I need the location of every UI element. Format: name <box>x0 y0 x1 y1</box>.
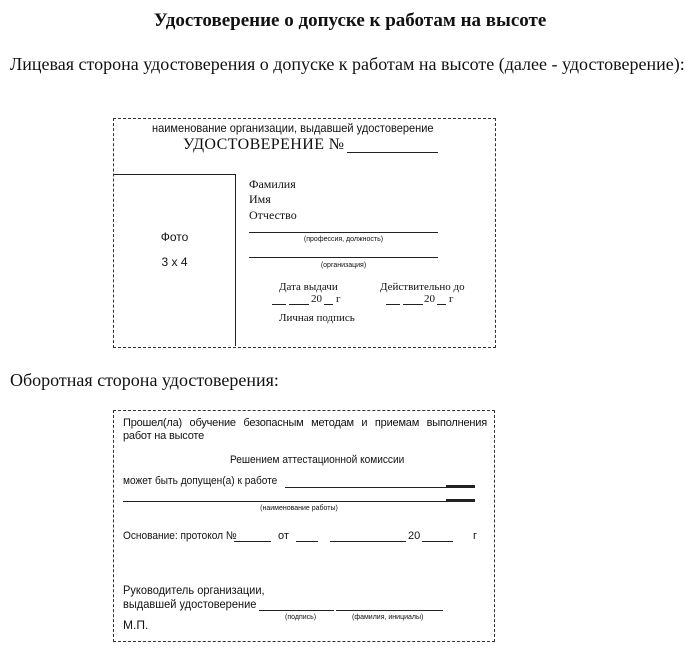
basis-label: Основание: протокол № <box>123 530 237 542</box>
certificate-heading: УДОСТОВЕРЕНИЕ № <box>183 136 345 153</box>
back-side-caption: Оборотная сторона удостоверения: <box>10 370 279 390</box>
org-name-caption: наименование организации, выдавшей удостоверение <box>152 121 434 135</box>
issue-year-line <box>324 304 333 305</box>
profession-caption: (профессия, должность) <box>303 236 384 243</box>
page-title: Удостоверение о допуске к работам на высоте <box>153 10 547 31</box>
signature-label: Личная подпись <box>279 312 355 324</box>
valid-g: г <box>449 293 454 305</box>
admitted-line <box>285 487 475 488</box>
front-intro-paragraph: Лицевая сторона удостоверения о допуске к работам на высоте (далее - удостоверение): <box>10 54 685 74</box>
commission-text: Решением аттестационной комиссии <box>230 454 405 466</box>
valid-year: 20 <box>424 293 435 305</box>
certificate-back-card <box>113 410 495 642</box>
certificate-number-line <box>347 152 438 153</box>
head-line1: Руководитель организации, <box>123 583 265 597</box>
profession-line <box>249 232 438 233</box>
valid-year-line <box>437 304 446 305</box>
name-line <box>336 610 443 611</box>
stamp-label: М.П. <box>123 618 149 632</box>
day-line <box>296 541 318 542</box>
certificate-front-card <box>113 118 496 348</box>
protocol-year: 20 <box>408 530 421 542</box>
admitted-text: может быть допущен(а) к работе <box>123 475 278 487</box>
issue-month-line <box>289 304 309 305</box>
issue-year: 20 <box>311 293 322 305</box>
photo-size: 3 х 4 <box>161 255 188 269</box>
name-caption: (фамилия, инициалы) <box>352 614 424 621</box>
organization-caption: (организация) <box>320 262 367 269</box>
work-line-end <box>446 499 475 501</box>
protocol-number-line <box>234 541 271 542</box>
surname-label: Фамилия <box>249 177 296 191</box>
issue-date-label: Дата выдачи <box>279 281 338 293</box>
year-line <box>422 541 453 542</box>
valid-month-line <box>403 304 423 305</box>
signature-line <box>259 610 334 611</box>
photo-label: Фото <box>160 230 189 244</box>
valid-day-line <box>386 304 400 305</box>
admitted-line-end <box>446 485 475 487</box>
issue-g: г <box>336 293 341 305</box>
head-line2: выдавшей удостоверение <box>123 597 257 611</box>
work-caption: (наименование работы) <box>260 505 338 512</box>
from-label: от <box>278 530 289 542</box>
work-line <box>123 501 475 502</box>
training-text: Прошел(ла) обучение безопасным методам и приемам выполнения работ на высоте <box>123 417 487 442</box>
name-label: Имя <box>249 192 271 206</box>
issue-day-line <box>272 304 286 305</box>
patronymic-label: Отчество <box>249 208 297 222</box>
protocol-g: г <box>473 530 478 542</box>
signature-caption: (подпись) <box>285 614 317 621</box>
valid-until-label: Действительно до <box>380 281 465 293</box>
organization-line <box>249 257 438 258</box>
month-line <box>330 541 406 542</box>
